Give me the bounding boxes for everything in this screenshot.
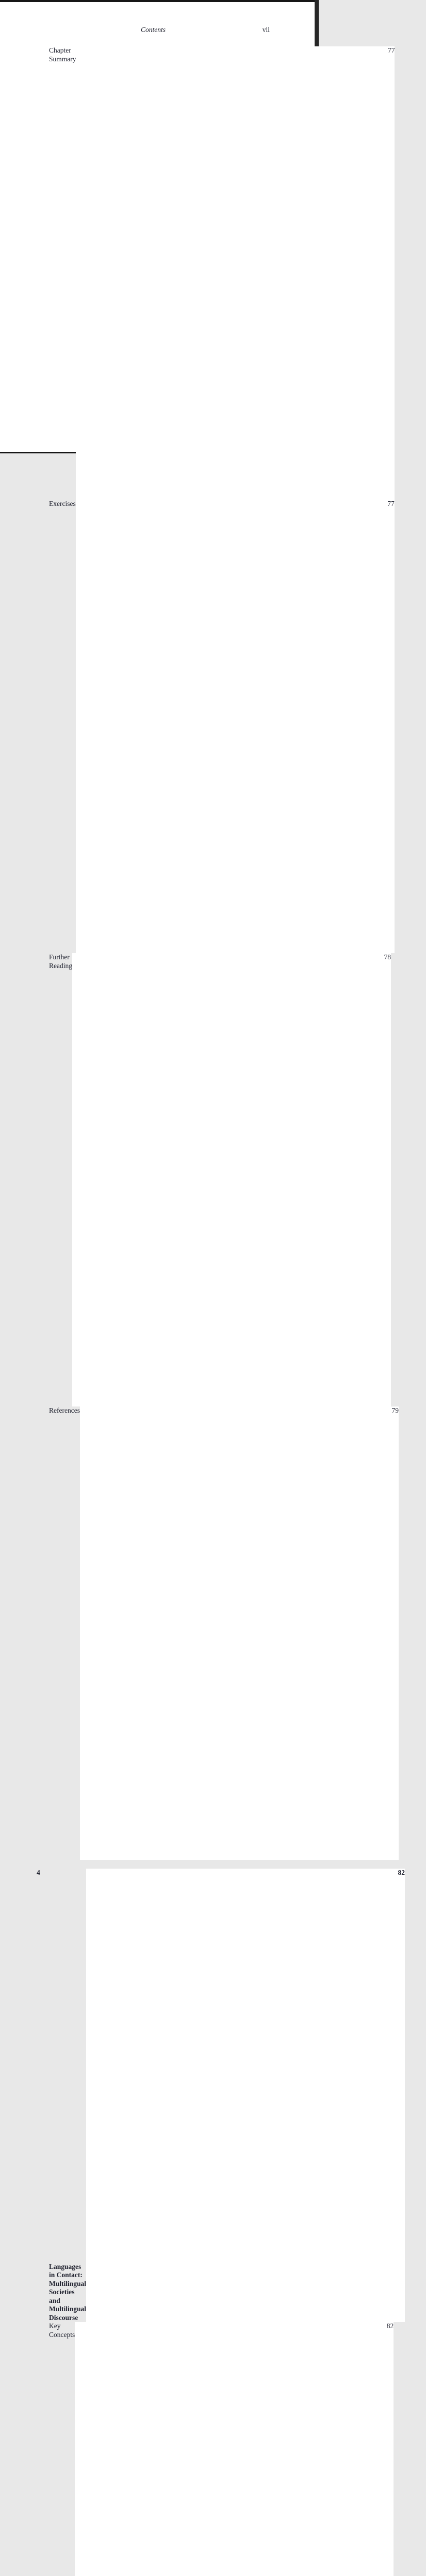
toc-block bbox=[37, 46, 399, 1860]
scan-edge-top bbox=[0, 0, 319, 2]
chapter-heading bbox=[37, 1869, 405, 2322]
toc-entry bbox=[37, 1406, 399, 1860]
toc-entry bbox=[37, 500, 395, 953]
chapter-title-line: Multilingual Discourse bbox=[49, 2305, 87, 2321]
running-head bbox=[37, 26, 270, 35]
toc-entry-label: Further Reading bbox=[49, 953, 72, 970]
contents-heading: Contents bbox=[140, 26, 166, 33]
toc-entry bbox=[37, 953, 391, 1406]
chapter-title-line: Languages in Contact: Multilingual Societies and bbox=[49, 2262, 87, 2304]
chapter-number: 4 bbox=[37, 1869, 40, 1876]
chapter-title bbox=[49, 2263, 86, 2323]
toc-entry-page: 78 bbox=[72, 953, 391, 1406]
toc-entry-label: Exercises bbox=[49, 500, 76, 507]
toc-entry-page: 82 bbox=[75, 2322, 394, 2576]
toc-entry-page: 79 bbox=[80, 1406, 399, 1860]
toc-entry-label: Chapter Summary bbox=[49, 46, 76, 63]
folio-page-number: vii bbox=[262, 26, 270, 33]
toc-block bbox=[37, 1869, 405, 2576]
toc-entry bbox=[37, 46, 395, 500]
toc-blocks bbox=[37, 46, 405, 2576]
toc-entry-label: References bbox=[49, 1406, 80, 1414]
toc-entry-label: Key Concepts bbox=[49, 2322, 75, 2338]
toc-entry-page: 77 bbox=[76, 500, 395, 953]
toc-entry bbox=[37, 2322, 394, 2576]
toc-entry-page: 77 bbox=[76, 46, 395, 500]
toc-content bbox=[37, 26, 405, 2576]
chapter-page-number: 82 bbox=[86, 1869, 405, 2322]
